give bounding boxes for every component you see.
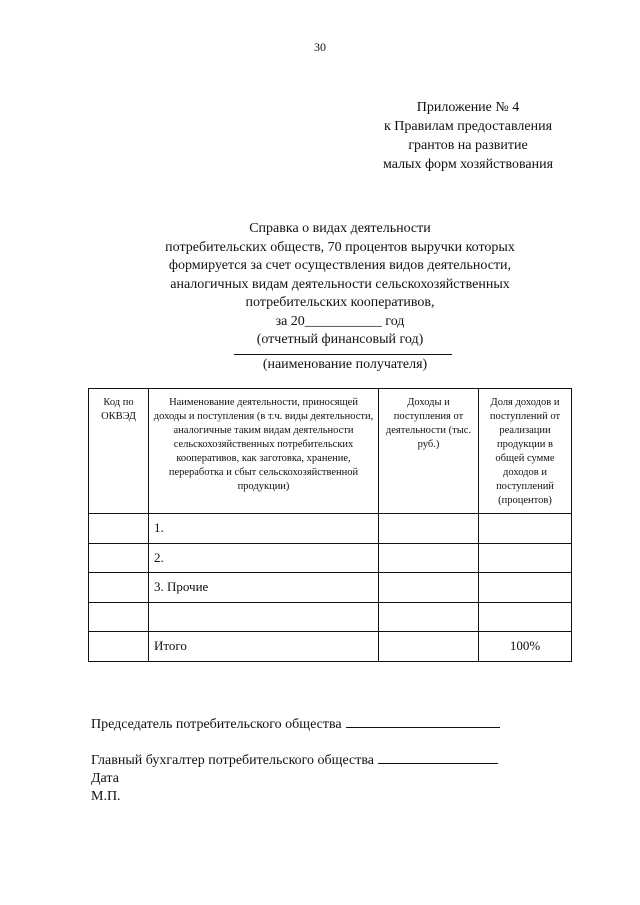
- header-income-share: Доля доходов и поступлений от реализации продукции в общей сумме доходов и поступлений (процентов): [479, 389, 572, 514]
- table-cell: [89, 632, 149, 662]
- table-cell: 1.: [149, 514, 379, 544]
- table-cell: [479, 573, 572, 603]
- table-cell: [89, 602, 149, 632]
- table-row: [89, 543, 572, 573]
- table-cell: [379, 632, 479, 662]
- header-okved-code: Код по ОКВЭД: [89, 389, 149, 514]
- table-cell: [379, 543, 479, 573]
- appendix-line: грантов на развитие: [408, 138, 528, 153]
- table-cell: [149, 602, 379, 632]
- table-cell: [479, 514, 572, 544]
- chairman-signature-line: [346, 727, 500, 728]
- recipient-caption: (наименование получателя): [262, 357, 428, 372]
- seal-label: М.П.: [91, 789, 121, 804]
- date-label: Дата: [91, 771, 119, 786]
- accountant-label: Главный бухгалтер потребительского общества: [91, 753, 374, 768]
- appendix-line: Приложение № 4: [416, 100, 520, 115]
- table-cell: 3. Прочие: [149, 573, 379, 603]
- table-cell: [479, 602, 572, 632]
- title-line: потребительских кооперативов,: [245, 295, 435, 310]
- table-total-row: [89, 632, 572, 662]
- table-cell: 2.: [149, 543, 379, 573]
- appendix-header: [353, 98, 583, 174]
- spacer: [91, 734, 571, 752]
- table-cell: [379, 573, 479, 603]
- table-cell: [479, 543, 572, 573]
- activity-table: [88, 388, 572, 662]
- header-activity-name: Наименование деятельности, приносящей доходы и поступления (в т.ч. виды деятельности, аналогичные таким видам деятельности сельскохозяйственных потребительских кооперативов, как заготовка, хранение, переработка и сбыт сельскохозяйственной продукции): [149, 389, 379, 514]
- table-header-row: [89, 389, 572, 514]
- page-number: 30: [314, 40, 326, 54]
- accountant-signature: [91, 752, 571, 770]
- table-cell: [89, 573, 149, 603]
- table-cell: [89, 543, 149, 573]
- total-share: 100%: [479, 632, 572, 662]
- table-cell: [379, 514, 479, 544]
- accountant-signature-line: [378, 763, 498, 764]
- title-line: Справка о видах деятельности: [249, 221, 431, 236]
- table-row: [89, 602, 572, 632]
- title-line: формируется за счет осуществления видов деятельности,: [168, 258, 512, 273]
- table-cell: [379, 602, 479, 632]
- table-row: [89, 514, 572, 544]
- appendix-line: малых форм хозяйствования: [382, 157, 554, 172]
- title-period-line: за 20___________ год: [275, 313, 405, 329]
- chairman-signature: [91, 716, 571, 734]
- title-period-caption: (отчетный финансовый год): [256, 332, 424, 347]
- signature-block: [91, 716, 571, 806]
- table-row: [89, 573, 572, 603]
- chairman-label: Председатель потребительского общества: [91, 717, 342, 732]
- table-cell: [89, 514, 149, 544]
- appendix-line: к Правилам предоставления: [383, 119, 553, 134]
- header-income: Доходы и поступления от деятельности (тыс. руб.): [379, 389, 479, 514]
- document-title: [110, 220, 570, 350]
- title-line: потребительских обществ, 70 процентов выручки которых: [165, 239, 515, 255]
- recipient-name-line: [234, 354, 452, 355]
- total-label: Итого: [149, 632, 379, 662]
- title-line: аналогичных видам деятельности сельскохозяйственных: [170, 276, 510, 292]
